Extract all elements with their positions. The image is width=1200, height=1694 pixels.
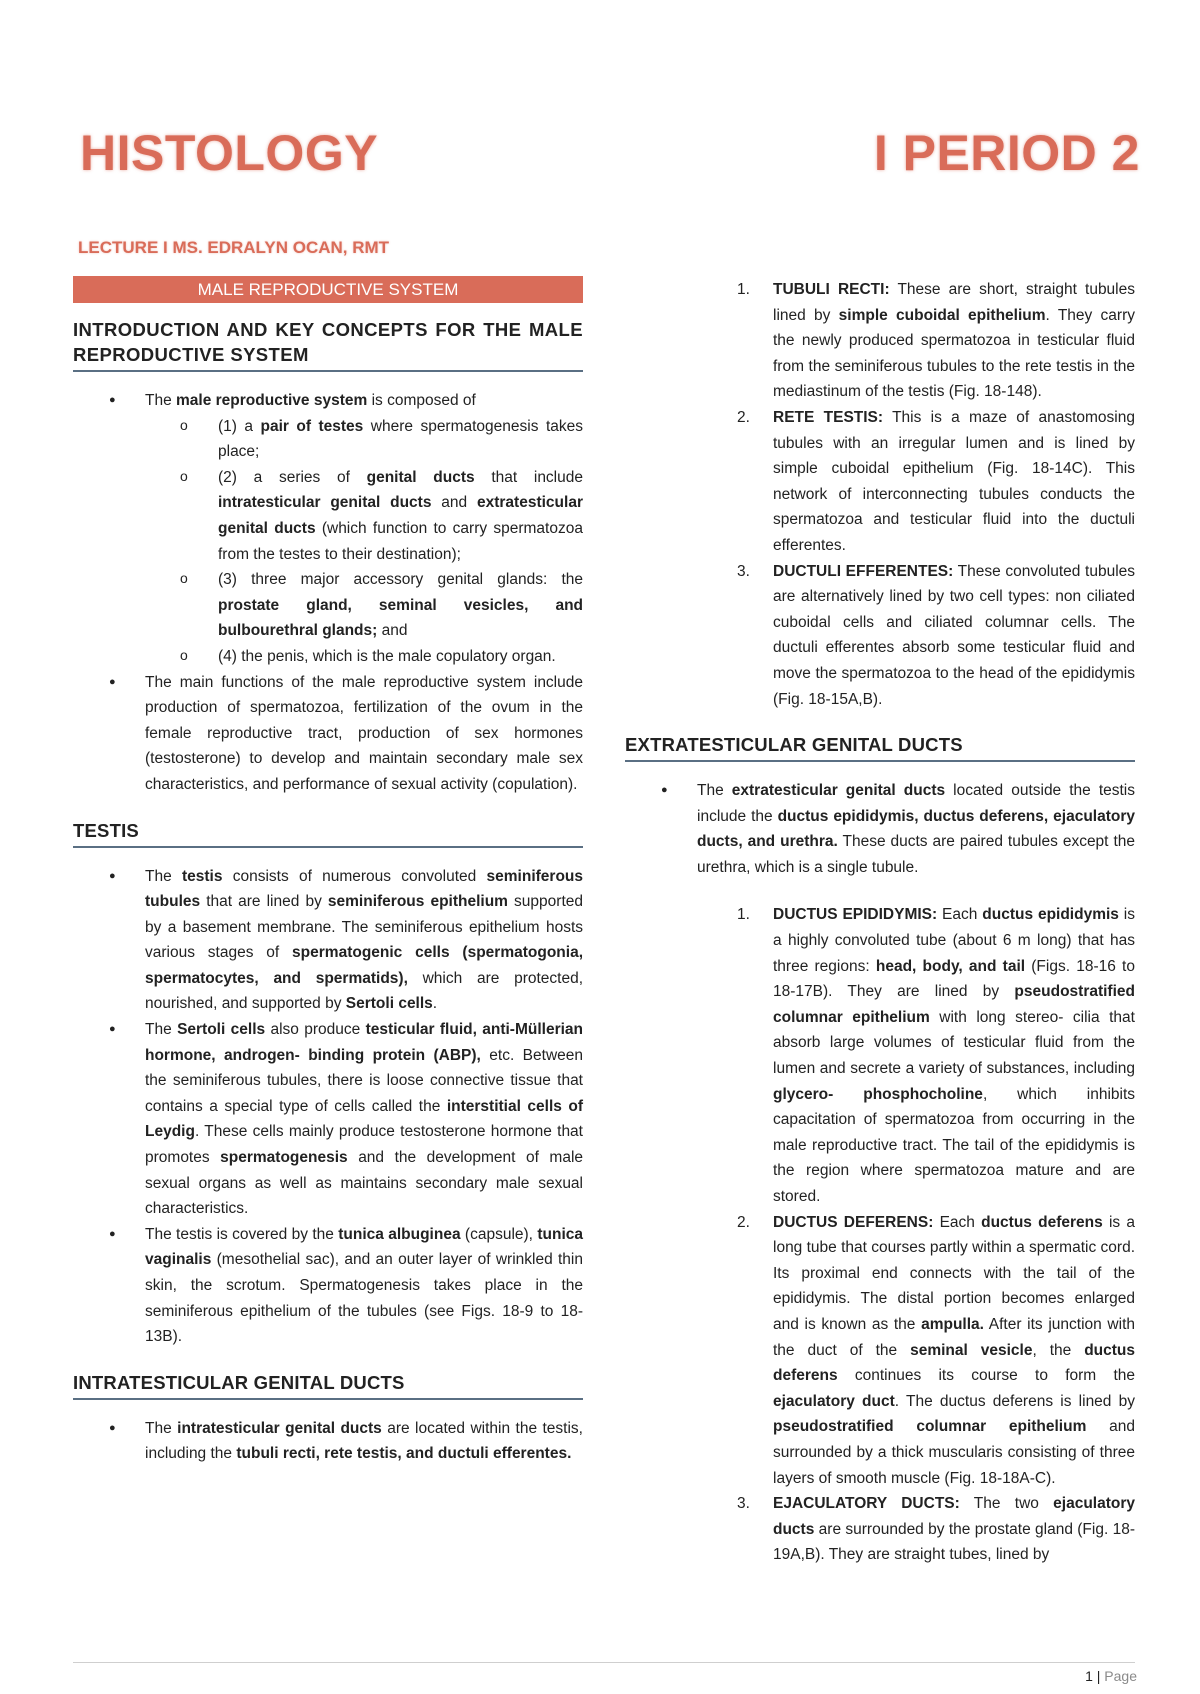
page-footer <box>1085 1668 1137 1684</box>
list-item: ● The male reproductive system is composed of o (1) a pair of testes where spermatogenesis takes place; o (2) a series of genital ducts that include intratesticular genital ducts and extratesticular genital ducts (which function to carry spermatozoa from the testes to their destination); o (3) three major accessory genital glands: the prostate gland, seminal vesicles, and bulbourethral glands; and o (4) the penis, which is the male copulatory organ. <box>73 388 583 670</box>
extratesticular-list <box>625 778 1135 880</box>
list-item: ● The extratesticular genital ducts located outside the testis include the ductus epididymis, ductus deferens, ejaculatory ducts, and urethra. These ducts are paired tubules except the urethra, which is a single tubule. <box>625 778 1135 880</box>
list-item: ● The main functions of the male reproductive system include production of spermatozoa, fertilization of the ovum in the female reproductive tract, production of sex hormones (testosterone) to develop and maintain secondary male sex characteristics, and performance of sexual activity (copulation). <box>73 670 583 798</box>
list-item: 3. DUCTULI EFFERENTES: These convoluted tubules are alternatively lined by two cell types: non ciliated cuboidal cells and ciliated columnar cells. The ductuli efferentes absorb some testicular fluid and move the spermatozoa to the head of the epididymis (Fig. 18-15A,B). <box>737 562 1136 708</box>
lecture-byline: LECTURE I MS. EDRALYN OCAN, RMT <box>78 238 390 257</box>
testis-heading: TESTIS <box>73 818 583 848</box>
intro-heading: INTRODUCTION AND KEY CONCEPTS FOR THE MALE REPRODUCTIVE SYSTEM <box>73 317 583 372</box>
page-label: Page <box>1104 1668 1137 1684</box>
list-item: o (3) three major accessory genital glands: the prostate gland, seminal vesicles, and bulbourethral glands; and <box>145 567 583 644</box>
extratesticular-heading: EXTRATESTICULAR GENITAL DUCTS <box>625 732 1135 762</box>
list-item: ● The Sertoli cells also produce testicular fluid, anti-Müllerian hormone, androgen- binding protein (ABP), etc. Between the seminiferous tubules, there is loose connective tissue that contains a special type of cells called the interstitial cells of Leydig. These cells mainly produce testosterone hormone that promotes spermatogenesis and the development of male sexual organs as well as maintains secondary male sexual characteristics. <box>73 1017 583 1222</box>
list-item: 3. EJACULATORY DUCTS: The two ejaculatory ducts are surrounded by the prostate gland (Fig. 18-19A,B). They are straight tubes, lined by <box>737 1495 1136 1564</box>
list-item: 2. DUCTUS DEFERENS: Each ductus deferens is a long tube that courses partly within a spermatic cord. Its proximal end connects with the tail of the epididymis. The distal portion becomes enlarged and is known as the ampulla. After its junction with the duct of the seminal vesicle, the ductus deferens continues its course to form the ejaculatory duct. The ductus deferens is lined by pseudostratified columnar epithelium and surrounded by a thick muscularis consisting of three layers of smooth muscle (Fig. 18-18A-C). <box>737 1213 1136 1487</box>
intratesticular-list <box>73 1416 583 1467</box>
list-item: ● The intratesticular genital ducts are located within the testis, including the tubuli recti, rete testis, and ductuli efferentes. <box>73 1416 583 1467</box>
extratesticular-duct-list <box>625 902 1135 1567</box>
left-column <box>73 276 583 1467</box>
document-title: HISTOLOGY <box>80 125 379 181</box>
list-item: o (2) a series of genital ducts that include intratesticular genital ducts and extratesticular genital ducts (which function to carry spermatozoa from the testes to their destination); <box>145 465 583 567</box>
list-item: o (1) a pair of testes where spermatogenesis takes place; <box>145 414 583 465</box>
page-number: 1 <box>1085 1668 1093 1684</box>
intratesticular-duct-list <box>625 277 1135 712</box>
intro-list <box>73 388 583 798</box>
right-column <box>625 277 1135 1568</box>
list-item: 2. RETE TESTIS: This is a maze of anastomosing tubules with an irregular lumen and is lined by simple cuboidal epithelium (Fig. 18-14C). This network of interconnecting tubules conducts the spermatozoa and testicular fluid into the ductuli efferentes. <box>737 408 1135 554</box>
component-sublist <box>73 414 583 670</box>
list-item: ● The testis consists of numerous convoluted seminiferous tubules that are lined by seminiferous epithelium supported by a basement membrane. The seminiferous epithelium hosts various stages of spermatogenic cells (spermatogonia, spermatocytes, and spermatids), which are protected, nourished, and supported by Sertoli cells. <box>73 864 583 1018</box>
list-item: 1. TUBULI RECTI: These are short, straight tubules lined by simple cuboidal epithelium. They carry the newly produced spermatozoa in testicular fluid from the seminiferous tubules to the rete testis in the mediastinum of the testis (Fig. 18-148). <box>737 281 1135 401</box>
testis-list <box>73 864 583 1350</box>
footer-divider <box>73 1662 1135 1663</box>
intratesticular-heading: INTRATESTICULAR GENITAL DUCTS <box>73 1370 583 1400</box>
list-item: o (4) the penis, which is the male copulatory organ. <box>145 644 583 670</box>
list-item: 1. DUCTUS EPIDIDYMIS: Each ductus epididymis is a highly convoluted tube (about 6 m long) that has three regions: head, body, and tail (Figs. 18-16 to 18-17B). They are lined by pseudostratified columnar epithelium with long stereo- cilia that absorb large volumes of testicular fluid from the lumen and secrete a variety of substances, including glycero- phosphocholine, which inhibits capacitation of spermatozoa from occurring in the male reproductive tract. The tail of the epididymis is the region where spermatozoa mature and are stored. <box>737 906 1136 1205</box>
section-banner: MALE REPRODUCTIVE SYSTEM <box>73 276 583 303</box>
period-title: I PERIOD 2 <box>873 125 1140 181</box>
list-item: ● The testis is covered by the tunica albuginea (capsule), tunica vaginalis (mesothelial sac), and an outer layer of wrinkled thin skin, the scrotum. Spermatogenesis takes place in the seminiferous epithelium of the tubules (see Figs. 18-9 to 18-13B). <box>73 1222 583 1350</box>
footer-separator: | <box>1092 1668 1105 1684</box>
